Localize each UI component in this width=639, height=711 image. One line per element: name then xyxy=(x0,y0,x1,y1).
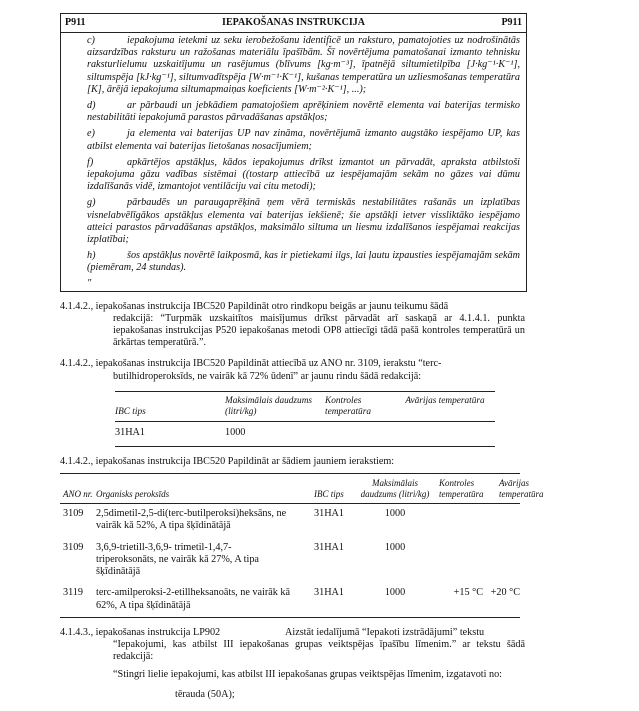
item-label: g) xyxy=(87,197,96,209)
item-text: ar pārbaudi un jebkādiem pamatojošiem aprēķiniem novērtē elementa vai baterijas termisko nestabilitāti iepakojumā parastos pārvadāšanas apstākļos; xyxy=(87,100,520,124)
paragraph-first-line: 4.1.4.2., iepakošanas instrukcija IBC520 Papildināt otro rindkopu beigās ar jaunu teikumu šādā xyxy=(60,300,449,312)
header-max-quantity: Maksimālais daudzums (litri/kg) xyxy=(360,478,430,500)
item-text: pārbaudēs un paraugaprēķinā ņem vērā termiskās nestabilitātes rašanās un izplatības visnelabvēlīgākos apstākļus elementa vai baterijas iekšienē; šie apstākļi ietver vissliktāko iespējamo atteici parastos pārvadāšanas apstākļos, maksimālo siltuma un liesmu izdalīšanos iespējamai reakcijas izplatībai; xyxy=(87,197,520,246)
packing-instruction-box xyxy=(60,13,527,292)
item-label: f) xyxy=(87,156,94,168)
table-row xyxy=(60,538,520,584)
ibc-table-1 xyxy=(115,391,495,447)
cell-emergency-temp xyxy=(483,508,520,532)
item-text: ja elementa vai baterijas UP nav zināma, novērtējumā izmanto augstāko iespējamo UP, kas atbilst elementa vai baterijas lietošanas nosacījumiem; xyxy=(87,128,520,152)
item-text: iepakojuma ietekmi uz seku ierobežošanu identificē un raksturo, pamatojoties uz nodrošinātās aizsardzības raksturu un ražošanas materiālu īpašībām. Šī novērtējuma pamatošanai izmanto tehnisku raksturlielumu uzskaitījumu un rasējumus (blīvums [kg·m⁻³], īpatnējā siltumietilpība [J·kg⁻¹·K⁻¹], siltumspēja [kJ·kg⁻¹], siltumvadītspēja [W·m⁻¹·K⁻¹], kušanas temperatūra un uzliesmošanas temperatūra [K], ārējā iepakojuma siltumapmaiņas koeficients [W·m⁻²·K⁻¹], ...); xyxy=(87,35,520,95)
item-text: šos apstākļus novērtē laikposmā, kas ir pietiekami ilgs, lai ļautu izpausties iespējamajām sekām (piemēram, 24 stundas). xyxy=(87,250,520,274)
header-control-temp: Kontroles temperatūra xyxy=(325,395,371,417)
header-organic-peroxide: Organisks peroksīds xyxy=(96,489,170,500)
header-ibc-type: IBC tips xyxy=(115,406,146,417)
amendment-paragraph-3: 4.1.4.2., iepakošanas instrukcija IBC520 Papildināt ar šādiem jauniem ierakstiem: xyxy=(60,456,395,468)
box-title: IEPAKOŠANAS INSTRUKCIJA xyxy=(222,16,365,28)
instruction-items xyxy=(61,33,526,291)
paragraph-first-line xyxy=(60,627,525,639)
cell-control-temp: +15 °C xyxy=(453,587,483,599)
paragraph-continuation: redakcijā: “Turpmāk uzskaitītos maisījumus drīkst pārvadāt arī saskaņā ar 4.1.4.1. punkta iepakošanas instrukcijas P520 iepakošanas metodi OP8 attiecīgi tādā pašā kontroles temperatūrā un ārkārtas temperatūrā.”. xyxy=(113,312,525,349)
paragraph-first-text: Aizstāt iedalījumā “Iepakoti izstrādājumi” tekstu xyxy=(285,626,485,638)
item-text: apkārtējos apstākļus, kādos iepakojumus drīkst izmantot un pārvadāt, apraksta atbilstoši iepakojuma gāzu vadības sistēmai ((tostarp attiecībā uz iespējamajām sekām no gāzes vai dūmu izdalīšanās vidē, izmantojot ventilāciju vai citu metodi); xyxy=(87,156,520,193)
list-item xyxy=(87,128,520,152)
item-label: c) xyxy=(87,35,95,46)
list-item xyxy=(87,197,520,246)
cell-peroxide: terc-amilperoksi-2-etillheksanoāts, ne vairāk kā 62%, A tipa šķīdinātājā xyxy=(96,587,291,611)
list-item xyxy=(87,250,520,274)
table-row xyxy=(115,422,495,446)
header-un-number: ANO nr. xyxy=(63,489,93,500)
cell-ibc-type: 31HA1 xyxy=(314,541,344,553)
cell-un-number: 3119 xyxy=(63,587,83,599)
item-label: d) xyxy=(87,100,96,112)
header-control-temp: Kontroles temperatūra xyxy=(439,478,484,500)
cell-peroxide: 2,5dimetil-2,5-di(terc-butilperoksi)heksāns, ne vairāk kā 52%, A tipa šķīdinātājā xyxy=(96,508,287,532)
paragraph-first-line: 4.1.4.2., iepakošanas instrukcija IBC520 Papildināt attiecībā uz ANO nr. 3109, ierakstu “terc- xyxy=(60,358,442,370)
header-ibc-type: IBC tips xyxy=(314,489,344,500)
cell-un-number: 3109 xyxy=(63,508,84,520)
header-emergency-temp: Avārijas temperatūra xyxy=(405,395,485,406)
cell-control-temp xyxy=(431,542,483,579)
closing-quote: " xyxy=(87,277,92,289)
amendment-paragraph-4 xyxy=(60,627,525,701)
ibc-table-2 xyxy=(60,473,544,617)
header-max-quantity: Maksimālais daudzums (litri/kg) xyxy=(225,395,313,417)
cell-un-number: 3109 xyxy=(63,541,84,553)
cell-control-temp xyxy=(431,508,483,532)
list-item xyxy=(87,100,520,124)
cell-max-quantity: 1000 xyxy=(384,587,406,599)
instruction-code-right: P911 xyxy=(501,16,522,28)
header-emergency-temp: Avārijas temperatūra xyxy=(499,478,544,500)
table-header xyxy=(115,392,495,422)
amendment-paragraph-1 xyxy=(60,301,525,350)
cell-ibc-type: 31HA1 xyxy=(115,426,145,438)
list-item xyxy=(87,35,520,96)
cell-max-quantity: 1000 xyxy=(384,508,406,520)
paragraph-continuation: butilhidroperoksīds, ne vairāk kā 72% ūdenī” ar jaunu rindu šādā redakcijā: xyxy=(113,370,422,382)
table-row xyxy=(60,583,520,616)
table-header xyxy=(60,474,544,504)
table-row xyxy=(60,504,520,537)
cell-ibc-type: 31HA1 xyxy=(314,508,344,520)
amendment-paragraph-2 xyxy=(60,358,525,382)
cell-max-quantity: 1000 xyxy=(384,541,406,553)
box-header xyxy=(61,14,526,33)
cell-ibc-type: 31HA1 xyxy=(314,587,344,599)
replacement-quote: “Stingri lielie iepakojumi, kas atbilst III iepakošanas grupas veiktspējas līmenim, izgatavoti no: xyxy=(113,669,503,681)
replacement-item: tērauda (50A); xyxy=(175,688,235,700)
cell-peroxide: 3,6,9-trietill-3,6,9- trimetil-1,4,7-triperoksonāts, ne vairāk kā 27%, A tipa šķīdinātājā xyxy=(96,541,259,578)
list-item xyxy=(87,157,520,194)
item-label: h) xyxy=(87,250,96,262)
paragraph-continuation: “Iepakojumi, kas atbilst III iepakošanas grupas veiktspējas īpašību līmenim.” ar tekstu šādā redakcijā: xyxy=(113,638,525,663)
cell-emergency-temp xyxy=(483,542,520,579)
item-label: e) xyxy=(87,128,95,140)
paragraph-reference: 4.1.4.3., iepakošanas instrukcija LP902 xyxy=(60,626,221,638)
instruction-code-left: P911 xyxy=(65,16,86,28)
cell-max-quantity: 1000 xyxy=(225,426,246,438)
cell-emergency-temp: +20 °C xyxy=(490,587,520,599)
